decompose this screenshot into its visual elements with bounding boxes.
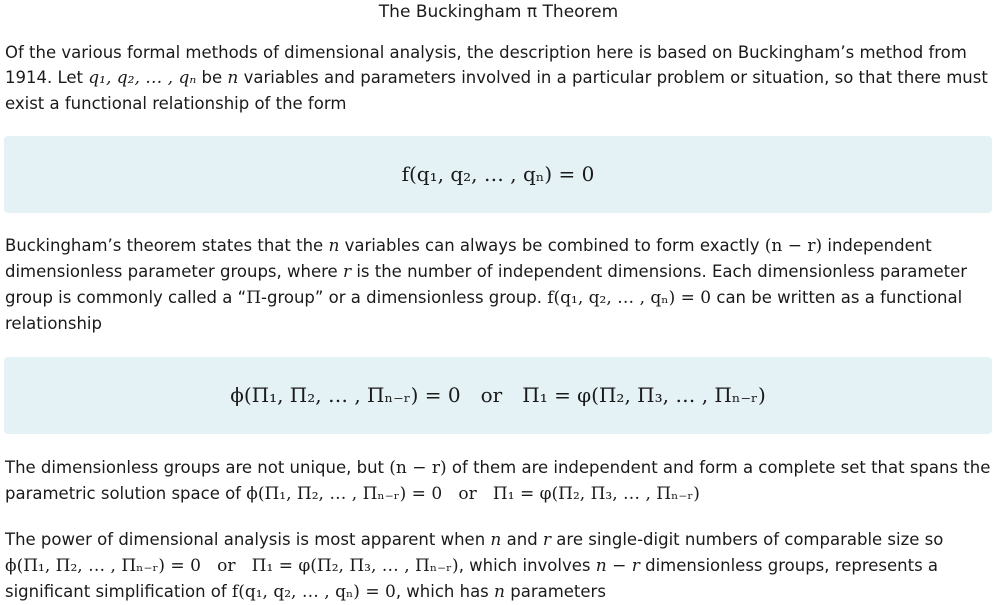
text-run: be	[196, 68, 228, 87]
text-run: are single-digit numbers of comparable size so	[551, 530, 944, 549]
math-inline: n	[328, 236, 340, 256]
equation-box-1	[4, 136, 992, 213]
equation-or: or	[480, 383, 503, 407]
equation-pi-form: Π₁ = φ(Π₂, Π₃, … , Πₙ₋ᵣ)	[522, 383, 766, 407]
math-inline: n	[494, 582, 505, 602]
groups-paragraph	[5, 455, 991, 507]
page-title: The Buckingham π Theorem	[378, 2, 619, 22]
text-run: Buckingham’s theorem states that the	[5, 236, 329, 255]
math-inline: n	[227, 68, 239, 88]
equation-functional-form: f(q₁, q₂, … , qₙ) = 0	[401, 162, 595, 186]
math-inline: f(q₁, q₂, … , qₙ) = 0	[547, 288, 712, 308]
power-paragraph	[5, 527, 991, 605]
theorem-paragraph	[5, 233, 991, 336]
math-inline: r	[542, 530, 552, 550]
text-run: is the number of independent dimensions. Each dimensionless parameter group is commonly called a “	[5, 262, 968, 307]
text-run: The power of dimensional analysis is most apparent when	[5, 530, 491, 549]
text-run: -group” or a dimensionless group.	[261, 288, 548, 307]
text-run: variables can always be combined to form exactly	[339, 236, 765, 255]
math-inline: (n − r)	[389, 458, 447, 478]
text-run: can be written as a functional relationship	[5, 288, 963, 333]
text-run: of them are independent and form a complete set that spans the parametric solution space of	[5, 458, 991, 503]
text-run: parameters	[504, 582, 606, 601]
math-inline: n	[490, 530, 502, 550]
math-inline: ϕ(Π₁, Π₂, … , Πₙ₋ᵣ) = 0 or Π₁ = φ(Π₂, Π₃, … , Πₙ₋ᵣ)	[246, 484, 700, 504]
text-run: dimensionless groups, represents a significant simplification of	[5, 556, 939, 601]
text-run: and	[501, 530, 543, 549]
text-run: variables and parameters involved in a particular problem or situation, so that there must exist a functional relationship of the form	[5, 68, 988, 113]
math-inline: f(q₁, q₂, … , qₙ) = 0	[231, 582, 396, 602]
math-inline: Π	[246, 288, 262, 308]
math-inline: ϕ(Π₁, Π₂, … , Πₙ₋ᵣ) = 0 or Π₁ = φ(Π₂, Π₃, … , Πₙ₋ᵣ)	[5, 556, 459, 576]
math-inline: (n − r)	[764, 236, 823, 256]
intro-paragraph	[5, 40, 991, 116]
math-inline: r	[342, 262, 352, 282]
text-run: , which involves	[458, 556, 596, 575]
equation-box-2	[4, 357, 992, 434]
math-inline: n − r	[595, 556, 640, 576]
text-run: , which has	[395, 582, 495, 601]
math-inline: q₁, q₂, … , qₙ	[88, 68, 197, 88]
text-run: The dimensionless groups are not unique, but	[5, 458, 390, 477]
text-run: independent dimensionless parameter groups, where	[5, 236, 932, 281]
text-run: Of the various formal methods of dimensional analysis, the description here is based on Buckingham’s method from 1914. Let	[5, 43, 967, 87]
equation-phi-form: ϕ(Π₁, Π₂, … , Πₙ₋ᵣ) = 0	[230, 383, 461, 407]
